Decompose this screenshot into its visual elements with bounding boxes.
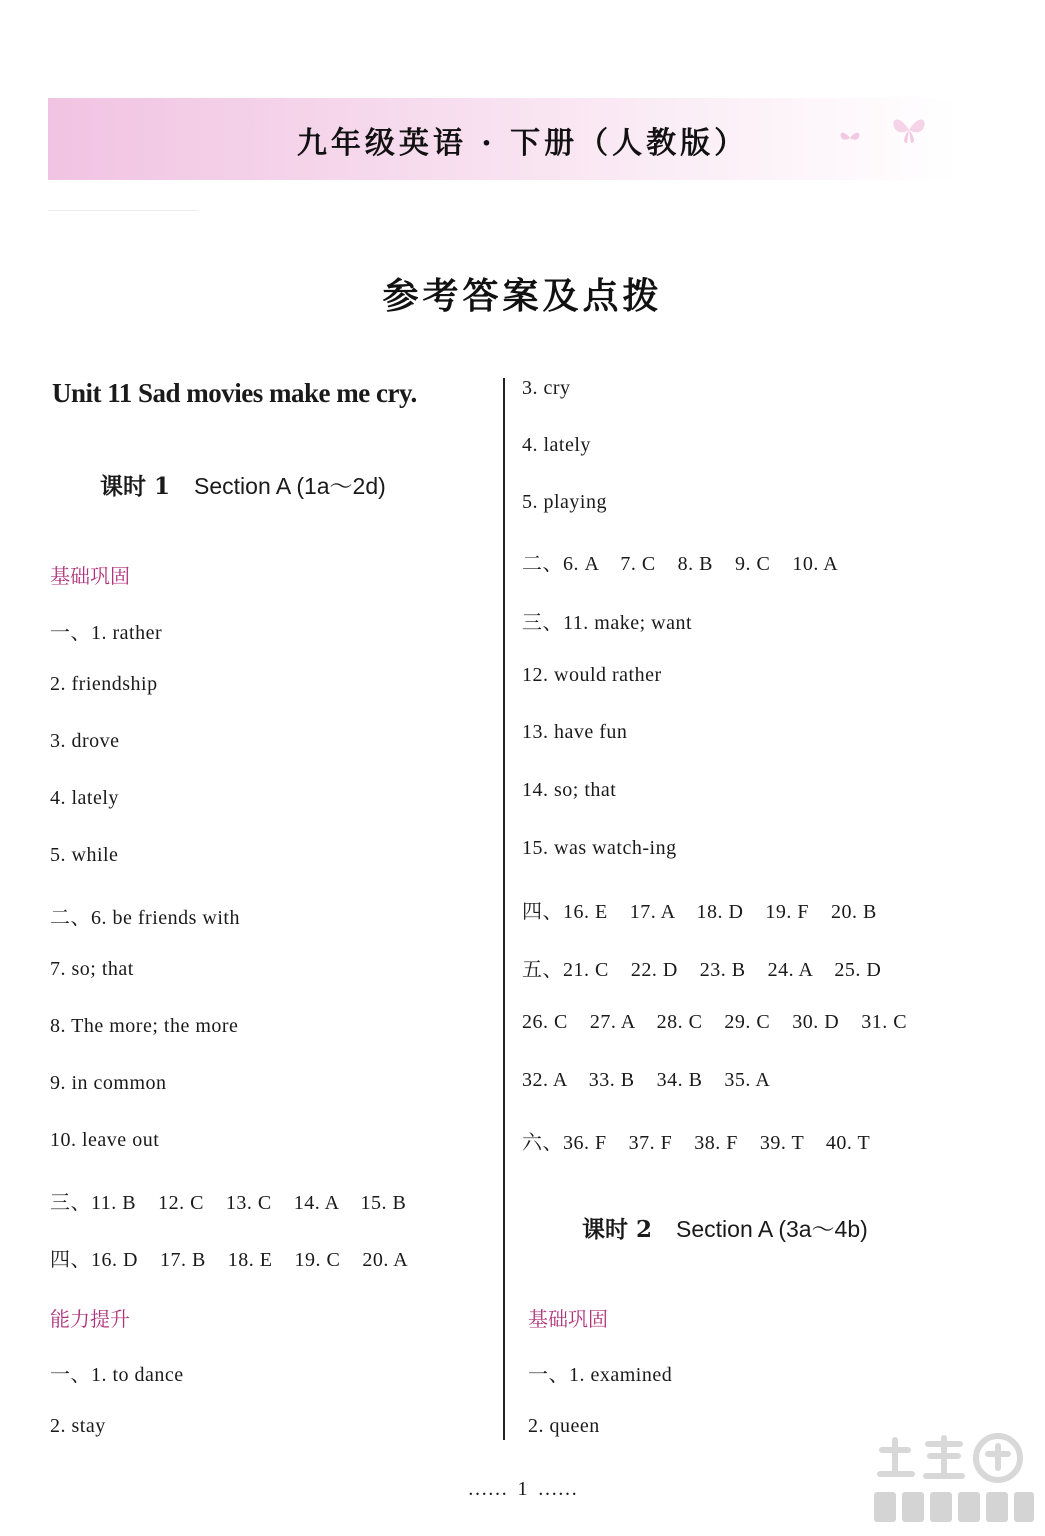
answer-line: 二、6. be friends with xyxy=(50,907,240,929)
answer-line: 二、6. A 7. C 8. B 9. C 10. A xyxy=(522,553,839,575)
column-divider xyxy=(503,378,505,1440)
answer-line: 10. leave out xyxy=(50,1129,160,1151)
answer-line: 三、11. make; want xyxy=(522,612,693,634)
page-title: 参考答案及点拨 xyxy=(382,275,663,317)
answer-line: 2. friendship xyxy=(50,673,158,695)
watermark-logo-icon xyxy=(868,1430,1038,1530)
answer-line: 三、11. B 12. C 13. C 14. A 15. B xyxy=(50,1192,407,1214)
answer-line: 四、16. E 17. A 18. D 19. F 20. B xyxy=(522,901,877,923)
answer-line: 32. A 33. B 34. B 35. A xyxy=(522,1069,771,1091)
section-label-basic: 基础巩固 xyxy=(50,564,130,588)
answer-line: 2. queen xyxy=(528,1415,600,1437)
lesson-heading-1 xyxy=(100,468,386,501)
unit-title: Unit 11 Sad movies make me cry. xyxy=(52,378,417,408)
lesson-section: Section A (3a～4b) xyxy=(676,1216,868,1242)
lesson-number: 课时 2 xyxy=(582,1216,653,1243)
answer-line: 2. stay xyxy=(50,1415,106,1437)
banner-rule xyxy=(48,210,198,211)
answer-line: 六、36. F 37. F 38. F 39. T 40. T xyxy=(522,1132,871,1154)
page-number: …… 1 …… xyxy=(467,1478,578,1500)
answer-line: 12. would rather xyxy=(522,664,662,686)
answer-line: 一、1. examined xyxy=(528,1364,673,1386)
section-label-basic: 基础巩固 xyxy=(528,1307,608,1331)
answer-line: 9. in common xyxy=(50,1072,167,1094)
answer-line: 一、1. rather xyxy=(50,622,163,644)
butterfly-icon xyxy=(838,128,862,148)
answer-line: 3. drove xyxy=(50,730,120,752)
lesson-heading-2 xyxy=(582,1211,868,1244)
answer-line: 13. have fun xyxy=(522,721,628,743)
answer-line: 一、1. to dance xyxy=(50,1364,184,1386)
header-title: 九年级英语 · 下册（人教版） xyxy=(296,126,749,161)
answer-line: 7. so; that xyxy=(50,958,134,980)
lesson-number: 课时 1 xyxy=(100,473,171,500)
answer-line: 3. cry xyxy=(522,377,571,399)
section-label-advance: 能力提升 xyxy=(50,1307,130,1331)
answer-line: 15. was watch-ing xyxy=(522,837,677,859)
answer-line: 四、16. D 17. B 18. E 19. C 20. A xyxy=(50,1249,409,1271)
answer-line: 4. lately xyxy=(50,787,119,809)
butterfly-icon xyxy=(890,112,928,148)
answer-line: 4. lately xyxy=(522,434,591,456)
answer-line: 26. C 27. A 28. C 29. C 30. D 31. C xyxy=(522,1011,908,1033)
lesson-section: Section A (1a～2d) xyxy=(194,473,386,499)
answer-line: 8. The more; the more xyxy=(50,1015,239,1037)
answer-line: 五、21. C 22. D 23. B 24. A 25. D xyxy=(522,959,882,981)
answer-line: 14. so; that xyxy=(522,779,617,801)
answer-line: 5. playing xyxy=(522,491,607,513)
answer-line: 5. while xyxy=(50,844,119,866)
